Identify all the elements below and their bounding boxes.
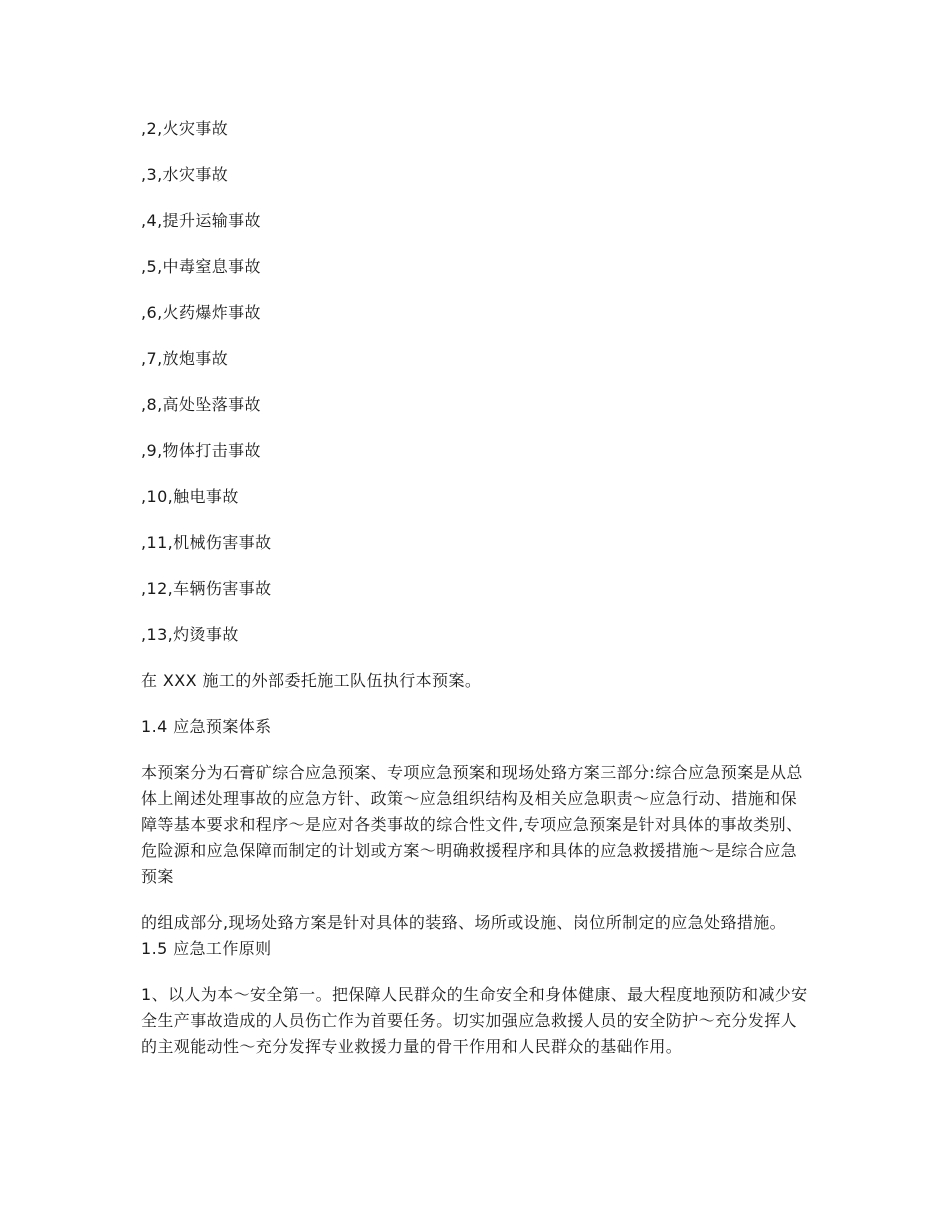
accident-item-6: ,6,火药爆炸事故 <box>141 303 261 322</box>
accident-item-9: ,9,物体打击事故 <box>141 441 261 460</box>
accident-item-13: ,13,灼烫事故 <box>141 625 239 644</box>
principle-paragraph-1: 1、以人为本～安全第一。把保障人民群众的生命安全和身体健康、最大程度地预防和减少安全生产事故造成的人员伤亡作为首要任务。切实加强应急救援人员的安全防护～充分发挥人的主观能动性～充分发挥专业救援力量的骨干作用和人民群众的基础作用。 <box>141 985 808 1056</box>
scope-sentence: 在 XXX 施工的外部委托施工队伍执行本预案。 <box>141 671 482 690</box>
accident-item-8: ,8,高处坠落事故 <box>141 395 261 414</box>
section-heading-1-4: 1.4 应急预案体系 <box>141 717 272 736</box>
accident-item-5: ,5,中毒窒息事故 <box>141 257 261 276</box>
accident-item-10: ,10,触电事故 <box>141 487 239 506</box>
accident-item-4: ,4,提升运输事故 <box>141 211 261 230</box>
document-body <box>141 116 813 1060</box>
accident-item-12: ,12,车辆伤害事故 <box>141 579 272 598</box>
accident-item-3: ,3,水灾事故 <box>141 165 229 184</box>
accident-item-11: ,11,机械伤害事故 <box>141 533 272 552</box>
accident-item-7: ,7,放炮事故 <box>141 349 229 368</box>
accident-item-2: ,2,火灾事故 <box>141 119 229 138</box>
plan-system-paragraph: 本预案分为石膏矿综合应急预案、专项应急预案和现场处臵方案三部分:综合应急预案是从总体上阐述处理事故的应急方针、政策～应急组织结构及相关应急职责～应急行动、措施和保障等基本要求和程序～是应对各类事故的综合性文件,专项应急预案是针对具体的事故类别、危险源和应急保障而制定的计划或方案～明确救援程序和具体的应急救援措施～是综合应急预案 <box>141 763 803 886</box>
plan-system-paragraph-continued: 的组成部分,现场处臵方案是针对具体的装臵、场所或设施、岗位所制定的应急处臵措施。 1.5 应急工作原则 <box>141 913 787 958</box>
